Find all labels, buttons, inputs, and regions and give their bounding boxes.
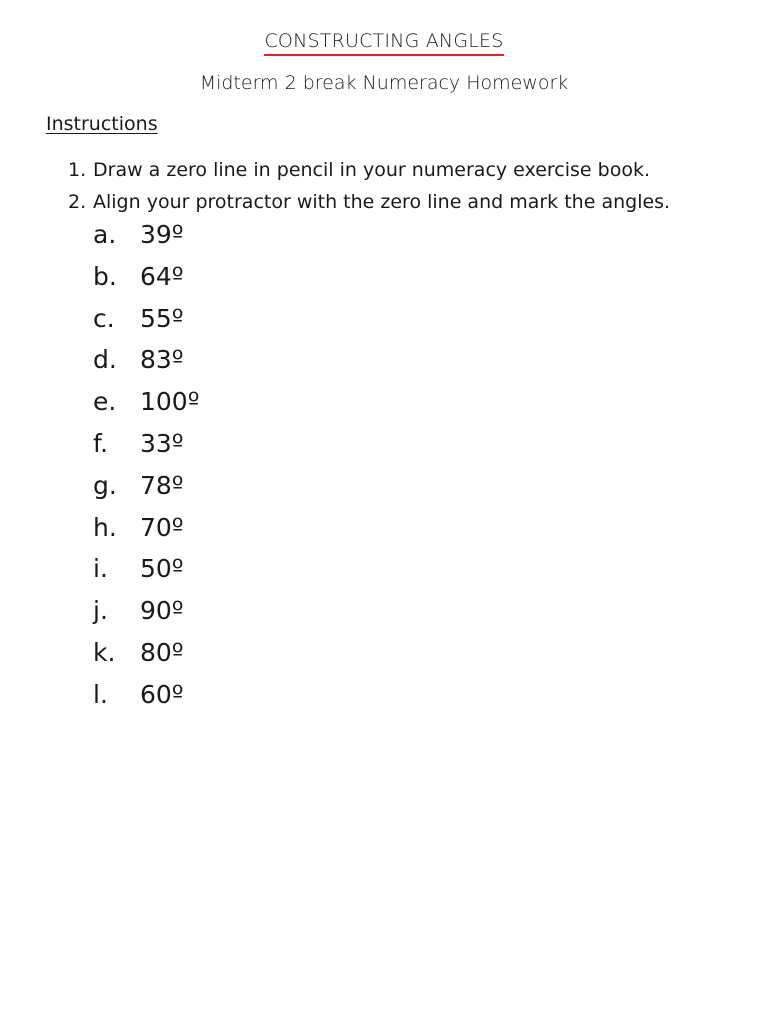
document-subtitle: Midterm 2 break Numeracy Homework [199,72,569,94]
angle-item-h [93,507,200,549]
step-number: 2. [68,191,87,213]
angle-letter: f. [93,428,108,458]
angle-letter: j. [93,596,108,626]
angle-item-c [93,298,200,340]
angle-item-k [93,632,200,674]
angle-value: 100º [140,387,200,417]
angle-value: 39º [140,220,184,249]
angle-value: 83º [140,345,184,375]
angle-item-e [93,381,200,423]
angle-value: 70º [140,512,184,542]
angle-letter: i. [93,554,108,584]
angle-list [93,214,200,716]
document-title [0,29,768,56]
angle-item-l [93,674,200,716]
instruction-step [68,154,670,186]
angle-item-g [93,465,200,507]
angle-letter: l. [93,679,108,709]
instruction-steps [68,154,670,218]
angle-value: 90º [140,596,184,626]
step-text: Align your protractor with the zero line and mark the angles. [93,191,671,213]
angle-letter: d. [93,345,117,375]
angle-letter: b. [93,261,117,291]
angle-letter: k. [93,637,116,667]
angle-item-b [93,256,200,298]
angle-item-i [93,548,200,590]
angle-item-a [93,214,200,256]
step-number: 1. [68,159,87,181]
angle-value: 55º [140,303,184,333]
document-title-text: CONSTRUCTING ANGLES [264,29,503,56]
angle-value: 33º [140,428,184,458]
step-text: Draw a zero line in pencil in your numeracy exercise book. [93,159,650,181]
angle-value: 50º [140,554,184,584]
angle-letter: g. [93,470,117,500]
angle-letter: a. [93,220,117,249]
angle-letter: h. [93,512,117,542]
angle-letter: e. [93,387,117,417]
angle-item-f [93,423,200,465]
angle-letter: c. [93,303,115,333]
angle-value: 60º [140,679,184,709]
angle-value: 64º [140,261,184,291]
instructions-heading: Instructions [46,113,158,135]
angle-item-d [93,339,200,381]
angle-value: 80º [140,637,184,667]
angle-item-j [93,590,200,632]
angle-value: 78º [140,470,184,500]
